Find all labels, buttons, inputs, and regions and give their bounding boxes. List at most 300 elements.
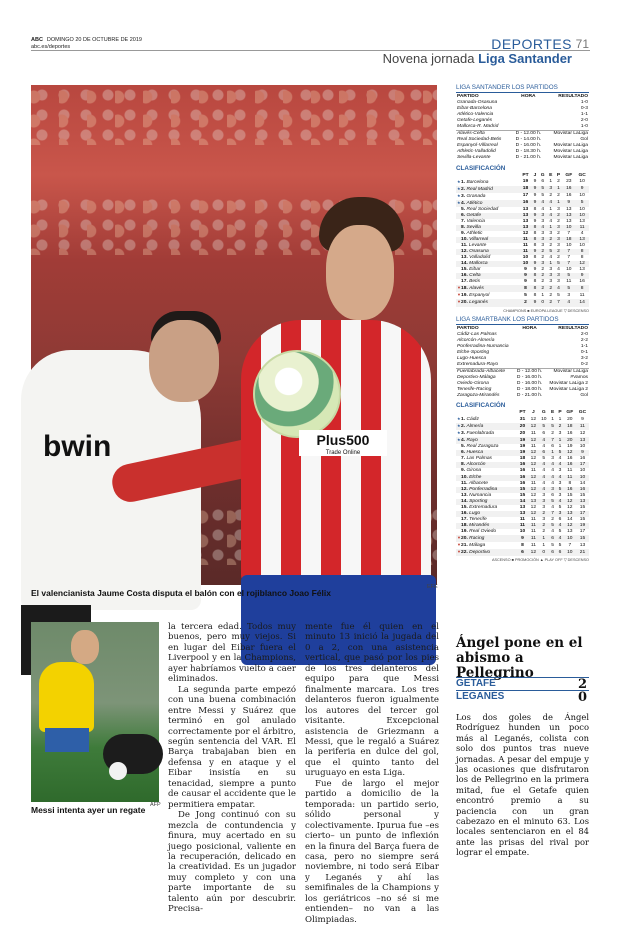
stat-e: 2 — [551, 516, 555, 522]
stat-gf: 4 — [567, 299, 571, 305]
team-cell — [456, 193, 519, 200]
standing-marker-icon: ★ — [457, 416, 461, 422]
stat-j: 9 — [533, 200, 537, 206]
standing-marker-icon: ▼ — [457, 292, 461, 298]
stat-pt: 18 — [522, 186, 529, 192]
stat-e: 2 — [549, 299, 553, 305]
stat-e: 3 — [551, 486, 555, 492]
team-position: 6. — [461, 212, 466, 218]
stat-pt: 2 — [524, 299, 527, 305]
table-legend: ASCENSO ■ PROMOCIÓN ▲ PLAY OFF ▽ DESCENSO — [491, 558, 589, 563]
team-name: Mirandés — [469, 522, 490, 528]
stat-j: 11 — [530, 516, 536, 522]
stat-pt: 10 — [522, 261, 529, 267]
stat-gf: 7 — [567, 249, 571, 255]
stat-gc: 15 — [579, 535, 586, 541]
match-result: Gol — [580, 393, 588, 399]
team-name: Rayo — [466, 438, 478, 444]
stat-pt: 9 — [524, 279, 527, 285]
stat-g: 3 — [541, 212, 545, 218]
stat-e: 4 — [551, 468, 555, 474]
stat-gc: 13 — [579, 542, 586, 548]
stat-gf: 18 — [567, 423, 573, 429]
stat-gf: 7 — [567, 261, 571, 267]
stat-g: 4 — [542, 480, 546, 486]
team-name: Almería — [466, 424, 484, 430]
team-name: Tenerife — [469, 516, 487, 522]
stat-e: 7 — [551, 437, 555, 443]
stat-gf: 16 — [567, 430, 573, 436]
stat-gc: 10 — [579, 193, 585, 199]
team-position: 12. — [461, 486, 468, 492]
stat-g: 6 — [542, 450, 546, 456]
match-result: Movistar LaLiga — [553, 155, 588, 161]
match-result: 1-0 — [580, 100, 588, 106]
column-header: P — [558, 410, 562, 416]
match-teams: Fuenlabrada-Albacete — [456, 368, 515, 375]
shirt-sponsor: bwin — [43, 430, 112, 463]
stat-pt: 13 — [522, 206, 529, 212]
stat-p: 4 — [558, 456, 562, 462]
team-name: Extremadura — [469, 504, 498, 510]
stat-e: 3 — [549, 279, 553, 285]
team-cell — [456, 299, 519, 306]
stat-pt: 16 — [519, 480, 526, 486]
stat-j: 12 — [530, 486, 537, 492]
stat-e: 3 — [549, 186, 553, 192]
article-paragraph: De Jong continuó con su mezcla de contundencia y finura, muy acertado en su juego posicional, valiente en la recuperación, delicado en la creatividad. Es un jugador muy completo y con una parte importante de su talento aún por descubrir. Precisa- — [168, 810, 296, 915]
brand: ABC — [31, 37, 43, 43]
stat-pt: 8 — [524, 285, 527, 291]
stat-gf: 13 — [567, 510, 573, 516]
stat-e: 4 — [551, 528, 555, 534]
stat-e: 5 — [551, 423, 555, 429]
match-teams: Elche-Sporting — [457, 349, 490, 355]
match-teams: Lugo-Huesca — [457, 355, 487, 361]
match-result: 1-1 — [580, 112, 588, 118]
team-position: 8. — [461, 462, 466, 468]
liga-smartbank-classification-title: CLASIFICACIÓN — [456, 402, 506, 410]
match-result: Gol — [580, 137, 588, 143]
standings-row — [456, 193, 589, 200]
stat-p: 2 — [558, 423, 562, 429]
stat-j: 9 — [533, 212, 537, 218]
column-header: GC — [578, 172, 586, 178]
stat-pt: 20 — [519, 423, 526, 429]
stat-gf: 20 — [567, 416, 573, 422]
team-name: Málaga — [469, 543, 486, 549]
stat-j: 9 — [533, 299, 537, 305]
stat-p: 3 — [557, 279, 560, 285]
match-teams: Ponferradina-Numancia — [457, 343, 509, 349]
stat-gf: 11 — [567, 468, 573, 474]
match-time: D - 12.00 h. — [515, 368, 545, 375]
stat-g: 2 — [541, 273, 545, 279]
photo-credit: EFE — [427, 584, 438, 590]
stat-e: 4 — [551, 504, 555, 510]
stat-p: 4 — [558, 474, 562, 480]
team-position: 17. — [461, 279, 468, 285]
team-position: 10. — [461, 474, 468, 480]
stat-gc: 10 — [579, 468, 586, 474]
team-cell — [456, 186, 519, 193]
stat-gf: 16 — [566, 193, 572, 199]
match-result: 0-1 — [580, 349, 588, 355]
team-name: Real Zaragoza — [466, 444, 499, 450]
stat-j: 12 — [530, 462, 537, 468]
stat-p: 6 — [558, 549, 562, 555]
match-teams: Espanyol-Villarreal — [457, 143, 498, 149]
team-name: Girona — [466, 468, 482, 474]
team-position: 2. — [461, 186, 466, 192]
stat-j: 8 — [533, 243, 537, 249]
team-position: 17. — [461, 516, 468, 522]
standing-marker-icon: ★ — [457, 178, 461, 184]
stat-e: 4 — [549, 255, 553, 261]
stat-gc: 13 — [579, 437, 586, 443]
stat-j: 11 — [530, 468, 536, 474]
stat-gf: 10 — [566, 243, 572, 249]
match-teams: Tenerife-Racing — [457, 386, 492, 392]
stat-gc: 13 — [579, 218, 585, 224]
stat-pt: 9 — [524, 267, 527, 273]
match-teams: Athletic-Valladolid — [457, 149, 496, 155]
stat-gf: 10 — [566, 267, 572, 273]
team-name: Real Sociedad — [466, 206, 499, 212]
stat-gf: 23 — [566, 179, 572, 185]
page-subtitle: Novena jornada Liga Santander — [382, 51, 572, 66]
stat-pt: 19 — [519, 437, 526, 443]
standings-row — [456, 535, 589, 542]
stat-g: 4 — [542, 468, 546, 474]
stat-g: 2 — [541, 267, 545, 273]
stat-g: 0 — [542, 549, 546, 555]
match-teams: Zaragoza-Mirandés — [457, 393, 500, 399]
stat-gf: 12 — [567, 498, 573, 504]
stat-g: 4 — [542, 486, 546, 492]
stat-g: 2 — [542, 510, 546, 516]
match-result: 1-0 — [580, 124, 588, 130]
stat-p: 2 — [557, 212, 560, 218]
stat-e: 1 — [549, 224, 553, 230]
stat-p: 5 — [557, 292, 560, 298]
stat-e: 7 — [551, 510, 555, 516]
stat-gf: 13 — [567, 528, 573, 534]
stat-pt: 5 — [524, 292, 527, 298]
stat-j: 8 — [533, 255, 537, 261]
stat-j: 9 — [533, 179, 537, 185]
stat-e: 5 — [551, 542, 555, 548]
stat-g: 2 — [542, 522, 546, 528]
stat-p: 4 — [558, 462, 562, 468]
stat-j: 9 — [533, 261, 537, 267]
team-name: Athletic — [466, 230, 483, 236]
match-result: Movistar LaLiga 2 — [549, 386, 588, 392]
match-teams: Eibar-Barcelona — [457, 106, 492, 112]
team-name: Alcorcón — [466, 462, 486, 468]
barcelona-player — [39, 662, 94, 732]
stat-pt: 16 — [519, 462, 526, 468]
stat-pt: 9 — [524, 273, 527, 279]
standing-marker-icon: ★ — [457, 199, 461, 205]
stat-e: 2 — [549, 243, 553, 249]
team-position: 4. — [461, 200, 466, 206]
stat-p: 1 — [558, 437, 562, 443]
match-result: 0-2 — [580, 361, 588, 367]
stat-p: 4 — [558, 522, 562, 528]
team-position: 15. — [461, 267, 468, 273]
stat-gc: 19 — [579, 522, 586, 528]
stat-g: 2 — [541, 279, 545, 285]
stat-e: 2 — [549, 193, 553, 199]
standing-marker-icon: ★ — [457, 430, 461, 436]
match-teams: Extremadura-Rayo — [457, 361, 499, 367]
stat-g: 10 — [541, 416, 547, 422]
match-row — [456, 368, 589, 375]
stat-pt: 8 — [521, 542, 524, 548]
team-position: 19. — [461, 528, 468, 534]
match-time: D - 16.00 h. — [516, 374, 543, 380]
team-cell — [456, 430, 517, 437]
stat-p: 3 — [558, 492, 562, 498]
stat-p: 3 — [558, 480, 562, 486]
stat-pt: 11 — [522, 249, 529, 255]
stat-pt: 6 — [521, 549, 524, 555]
stat-pt: 13 — [519, 504, 526, 510]
team-cell — [456, 179, 519, 186]
stat-g: 1 — [541, 292, 545, 298]
match-teams: Alavés-Celta — [456, 131, 512, 138]
stat-g: 4 — [541, 200, 545, 206]
stat-e: 6 — [551, 535, 555, 541]
team-name: Villarreal — [469, 236, 489, 242]
standings-row — [456, 423, 589, 430]
stat-gf: 16 — [567, 456, 573, 462]
standings-row — [456, 285, 589, 292]
stat-p: 5 — [558, 528, 562, 534]
match-teams: Deportivo-Málaga — [457, 374, 496, 380]
team-position: 18. — [461, 286, 468, 292]
stat-g: 0 — [541, 299, 545, 305]
stat-pt: 17 — [522, 193, 529, 199]
stat-p: 1 — [557, 186, 560, 192]
match-result: Movistar LaLiga — [553, 149, 588, 155]
stat-j: 9 — [533, 218, 537, 224]
stat-j: 9 — [533, 267, 537, 273]
stat-e: 1 — [551, 450, 555, 456]
team-position: 13. — [461, 255, 468, 261]
stat-j: 12 — [530, 474, 537, 480]
stat-gf: 16 — [567, 486, 573, 492]
stat-gc: 10 — [579, 474, 586, 480]
football — [109, 762, 127, 780]
stat-e: 2 — [549, 236, 553, 242]
stat-gf: 16 — [567, 462, 573, 468]
stat-gc: 14 — [579, 299, 585, 305]
team-position: 18. — [461, 522, 468, 528]
stat-p: 3 — [558, 468, 562, 474]
stat-g: 3 — [542, 498, 546, 504]
stat-j: 11 — [530, 542, 536, 548]
team-cell — [456, 542, 517, 549]
stat-j: 12 — [530, 437, 537, 443]
stat-e: 3 — [549, 267, 553, 273]
team-position: 13. — [461, 492, 468, 498]
table-legend: CHAMPIONS ■ EUROPA LEAGUE ▽ DESCENSO — [503, 308, 589, 313]
team-name: Numancia — [469, 492, 492, 498]
stat-p: 5 — [558, 486, 562, 492]
stat-gf: 7 — [568, 542, 572, 548]
stat-gc: 15 — [579, 516, 586, 522]
stat-g: 2 — [541, 255, 545, 261]
stat-e: 1 — [549, 261, 553, 267]
liga-smartbank-classification — [456, 410, 589, 556]
team-name: Leganés — [469, 300, 488, 306]
match-time: D - 14.00 h. — [515, 137, 542, 143]
stat-p: 5 — [558, 504, 562, 510]
team-position: 4. — [461, 438, 466, 444]
team-position: 11. — [461, 243, 468, 249]
stat-p: 4 — [558, 535, 562, 541]
team-name: Valencia — [466, 218, 486, 224]
stat-g: 4 — [541, 206, 545, 212]
stat-e: 4 — [549, 200, 553, 206]
stat-p: 3 — [557, 206, 560, 212]
article-paragraph: La segunda parte empezó con una buena combinación entre Messi y Suárez que terminó en gol anulado correctamente por el árbitro, según sentencia del VAR. El Barça trabajaban bien en defensa y en ataque y el Eibar insistía en su tenacidad, siempre a punto de causar el accidente que le permitiera empatar. — [168, 684, 296, 810]
stat-gc: 11 — [579, 292, 585, 298]
stat-pt: 20 — [519, 430, 526, 436]
standings-row — [456, 179, 589, 186]
liga-santander-header: LIGA SANTANDER LOS PARTIDOS — [456, 84, 589, 93]
stat-g: 2 — [542, 528, 546, 534]
stat-gc: 15 — [579, 504, 586, 510]
page-header-left — [31, 37, 142, 51]
stat-e: 3 — [549, 273, 553, 279]
stat-p: 2 — [557, 230, 560, 236]
stat-p: 3 — [558, 430, 562, 436]
stat-j: 8 — [533, 206, 537, 212]
stat-pt: 11 — [522, 236, 529, 242]
stat-gc: 14 — [579, 480, 586, 486]
team-name: Real Oviedo — [469, 528, 497, 534]
photo-credit: AFP — [150, 802, 161, 808]
stat-e: 5 — [551, 498, 555, 504]
stat-p: 1 — [558, 444, 562, 450]
stat-p: 3 — [558, 510, 562, 516]
match-row — [456, 393, 589, 399]
article-paragraph: la tercera edad. Todos muy buenos, pero muy viejos. Si en lugar del Eibar fuera el Liverpool y en la Champions, ayer habríamos vuelto a caer eliminados. — [168, 622, 296, 685]
stat-g: 4 — [542, 462, 546, 468]
match-teams: Granada-Osasuna — [457, 100, 498, 106]
column-header: GC — [578, 410, 587, 416]
team-name: Sevilla — [466, 224, 481, 230]
match-teams: Mallorca-R. Madrid — [457, 124, 499, 130]
team-name: Celta — [469, 273, 481, 279]
liga-santander-classification-title: CLASIFICACIÓN — [456, 164, 506, 172]
team-name: Barcelona — [466, 179, 489, 185]
standings-row — [456, 292, 589, 299]
stat-g: 4 — [542, 444, 546, 450]
stat-e: 4 — [549, 212, 553, 218]
team-name: Real Madrid — [466, 186, 493, 192]
stat-gc: 12 — [579, 430, 586, 436]
stat-pt: 14 — [519, 498, 526, 504]
main-photo — [31, 85, 437, 585]
standings-row — [456, 186, 589, 193]
stat-pt: 15 — [519, 486, 526, 492]
team-position: 21. — [461, 543, 468, 549]
team-position: 12. — [461, 249, 468, 255]
atletico-player-head — [326, 225, 394, 320]
match-result: 2-0 — [580, 331, 588, 337]
stat-g: 3 — [542, 516, 546, 522]
team-position: 9. — [461, 468, 466, 474]
stat-pt: 19 — [519, 444, 526, 450]
team-name: Fuenlabrada — [466, 431, 494, 437]
standings-row — [456, 542, 589, 549]
match-teams: Cádiz-Las Palmas — [457, 331, 497, 337]
team-position: 1. — [461, 417, 466, 423]
stat-p: 4 — [558, 498, 562, 504]
liga-santander-classification — [456, 173, 589, 307]
stat-p: 7 — [557, 299, 560, 305]
stat-pt: 11 — [522, 243, 529, 249]
liga-smartbank-header: LIGA SMARTBANK LOS PARTIDOS — [456, 316, 589, 325]
stat-gf: 19 — [567, 444, 573, 450]
match-result: 1-1 — [580, 343, 588, 349]
match-teams: Real Sociedad-Betis — [457, 137, 502, 143]
section-url: abc.es/deportes — [31, 44, 71, 50]
team-position: 7. — [461, 218, 466, 224]
stat-gf: 13 — [566, 212, 572, 218]
stat-gc: 10 — [579, 206, 585, 212]
stat-gc: 10 — [579, 243, 585, 249]
stat-gf: 12 — [567, 450, 573, 456]
stat-g: 2 — [541, 285, 545, 291]
team-position: 1. — [461, 179, 466, 185]
stat-p: 2 — [557, 179, 560, 185]
article-column-2 — [305, 622, 439, 925]
stat-gf: 12 — [567, 504, 573, 510]
team-cell — [456, 535, 517, 542]
stat-gc: 17 — [579, 528, 586, 534]
stat-gc: 13 — [579, 498, 586, 504]
standing-marker-icon: ▼ — [457, 285, 461, 291]
stat-pt: 11 — [519, 522, 526, 528]
team-cell — [456, 549, 517, 556]
column-header: E — [551, 410, 555, 416]
standings-row — [456, 549, 589, 556]
match-time: D - 12.00 h. — [512, 131, 545, 138]
column-header: J — [533, 172, 537, 178]
stat-pt: 10 — [519, 528, 526, 534]
stat-gf: 10 — [567, 535, 573, 541]
stat-gf: 7 — [567, 255, 571, 261]
standings-sidebar — [456, 84, 589, 565]
match-result: 3-2 — [580, 355, 588, 361]
column-header: P — [556, 172, 561, 178]
stat-g: 3 — [542, 504, 546, 510]
stat-gc: 16 — [579, 456, 586, 462]
section-title: DEPORTES — [491, 36, 572, 52]
stat-pt: 16 — [519, 468, 526, 474]
stat-gf: 16 — [566, 186, 572, 192]
team-position: 5. — [461, 206, 466, 212]
stat-e: 5 — [551, 522, 555, 528]
stat-gc: 16 — [579, 486, 586, 492]
stat-e: 6 — [551, 492, 555, 498]
match-teams: Getafe-Leganés — [457, 118, 493, 124]
